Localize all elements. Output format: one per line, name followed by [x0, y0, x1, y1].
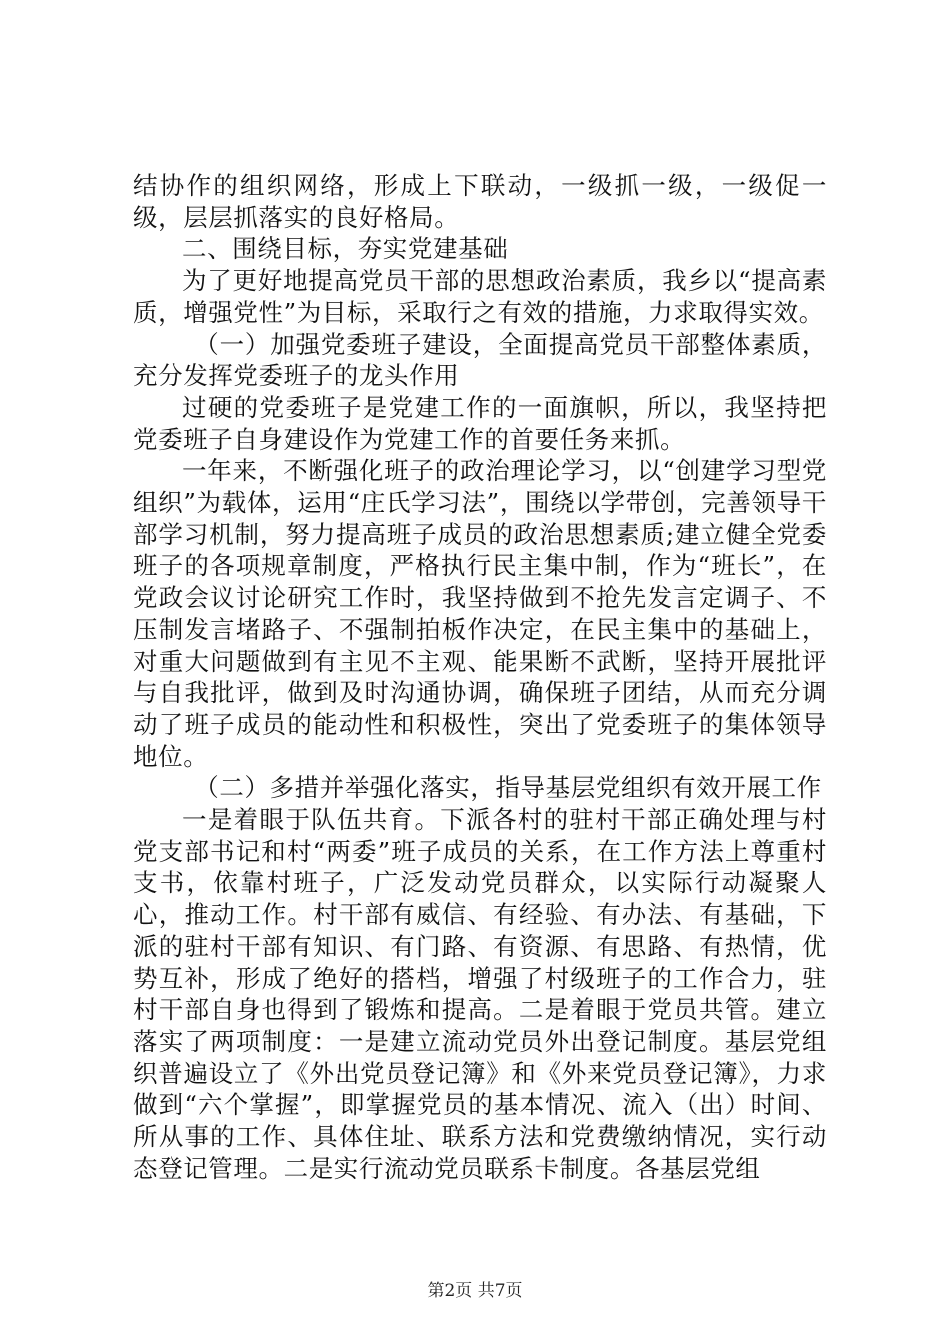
paragraph-continuation: 结协作的组织网络，形成上下联动，一级抓一级，一级促一级，层层抓落实的良好格局。	[133, 171, 827, 232]
body-text	[133, 170, 827, 1185]
section-heading: 二、围绕目标，夯实党建基础	[182, 234, 509, 264]
page-number-footer: 第2页 共7页	[427, 1281, 523, 1301]
subsection-heading: （一）加强党委班子建设，全面提高党员干部整体素质，充分发挥党委班子的龙头作用	[133, 329, 827, 391]
paragraph: 为了更好地提高党员干部的思想政治素质，我乡以“提高素质，增强党性”为目标，采取行之有效的措施，力求取得实效。	[133, 266, 827, 327]
paragraph: 过硬的党委班子是党建工作的一面旗帜，所以，我坚持把党委班子自身建设作为党建工作的首要任务来抓。	[133, 392, 827, 454]
subsection-heading: （二）多措并举强化落实，指导基层党组织有效开展工作	[194, 773, 822, 803]
paragraph: 一年来，不断强化班子的政治理论学习，以“创建学习型党组织”为载体，运用“庄氏学习法”，围绕以学带创，完善领导干部学习机制，努力提高班子成员的政治思想素质;建立健全党委班子的各项规章制度，严格执行民主集中制，作为“班长”，在党政会议讨论研究工作时，我坚持做到不抢先发言定调子、不压制发言堵路子、不强制拍板作决定，在民主集中的基础上，对重大问题做到有主见不主观、能果断不武断，坚持开展批评与自我批评，做到及时沟通协调，确保班子团结，从而充分调动了班子成员的能动性和积极性，突出了党委班子的集体领导地位。	[133, 456, 827, 771]
paragraph: 一是着眼于队伍共育。下派各村的驻村干部正确处理与村党支部书记和村“两委”班子成员的关系，在工作方法上尊重村支书，依靠村班子，广泛发动党员群众，以实际行动凝聚人心，推动工作。村干部有威信、有经验、有办法、有基础，下派的驻村干部有知识、有门路、有资源、有思路、有热情，优势互补，形成了绝好的搭档，增强了村级班子的工作合力，驻村干部自身也得到了锻炼和提高。二是着眼于党员共管。建立落实了两项制度：一是建立流动党员外出登记制度。基层党组织普遍设立了《外出党员登记簿》和《外来党员登记簿》，力求做到“六个掌握”，即掌握党员的基本情况、流入（出）时间、所从事的工作、具体住址、联系方法和党费缴纳情况，实行动态登记管理。二是实行流动党员联系卡制度。各基层党组	[133, 805, 827, 1183]
